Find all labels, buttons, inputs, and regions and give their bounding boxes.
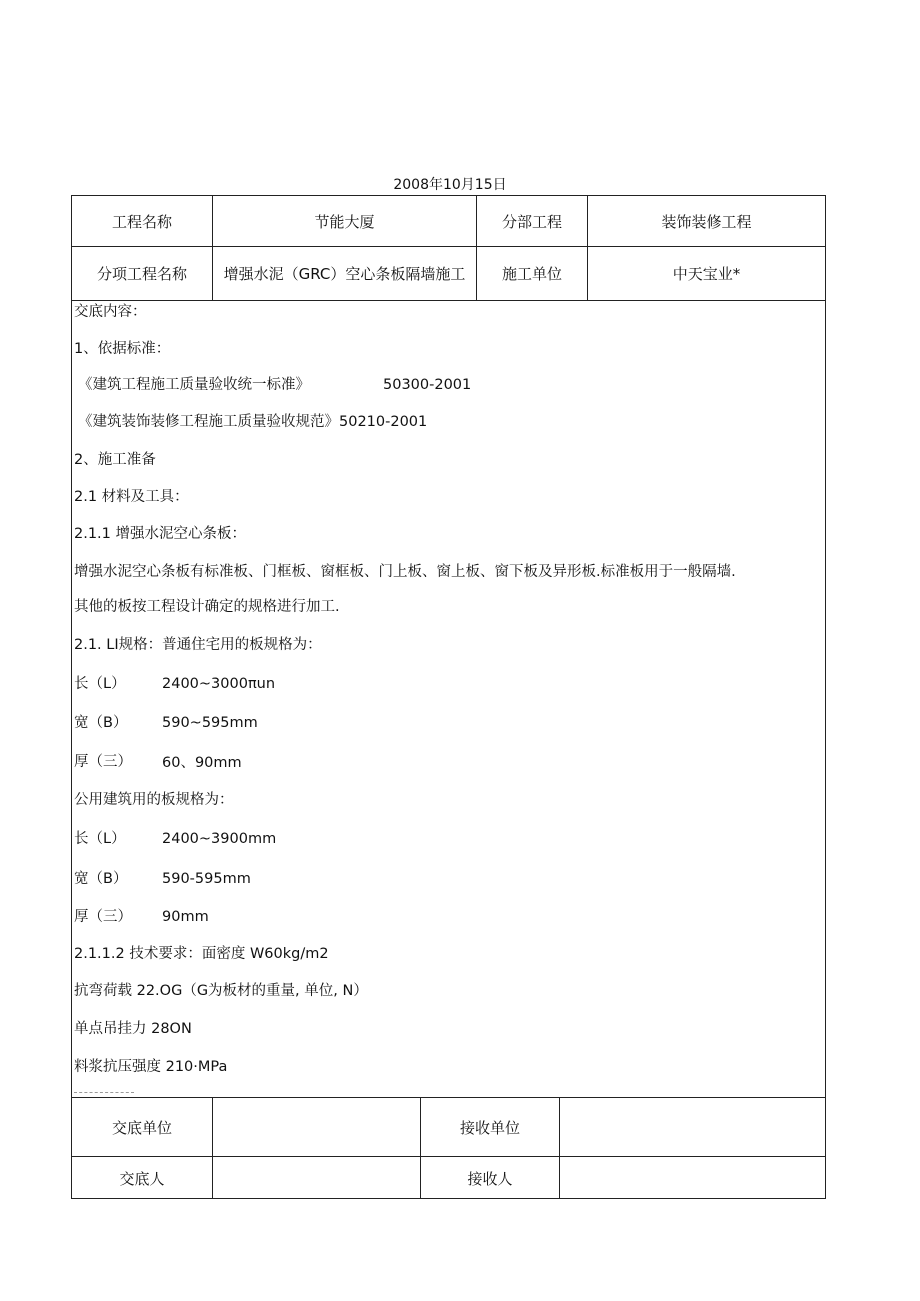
receiving-unit-label: 接收单位 [459,1118,520,1137]
res-length-value: 2400~3000πun [162,676,276,692]
standard-2: 《建筑装饰装修工程施工质量验收规范》50210-2001 [78,414,428,430]
res-thickness-row [74,753,242,771]
issuer-value[interactable] [213,1157,420,1199]
compressive-strength: 料浆抗压强度 210·MPa [74,1059,228,1075]
contractor-value: 中天宝业* [672,265,741,283]
pub-thickness-label: 厚（三） [74,909,132,925]
issuing-unit-label: 交底单位 [111,1118,172,1137]
res-width-label: 宽（B） [74,715,128,731]
project-name-value: 节能大厦 [314,212,375,231]
section-2-1-title: 2.1 材料及工具： [74,489,189,505]
section-2-1-1-title: 2.1.1 增强水泥空心条板： [74,526,247,542]
pub-width-value: 590-595mm [162,871,251,887]
pub-length-label: 长（L） [74,831,126,847]
res-thickness-label: 厚（三） [74,754,132,770]
contractor-label: 施工单位 [501,265,562,283]
paragraph-2: 其他的板按工程设计确定的规格进行加工. [74,599,340,615]
pub-thickness-row [74,908,209,926]
pub-width-row [74,870,251,888]
pub-length-value: 2400~3900mm [162,831,277,847]
section-1-title: 1、依据标准： [74,341,171,357]
issuer-label: 交底人 [119,1169,165,1188]
receiver-value[interactable] [560,1157,825,1199]
subitem-name-value: 增强水泥（GRC）空心条板隔墙施工 [223,265,466,283]
content-heading: 交底内容： [74,304,147,320]
paragraph-1: 增强水泥空心条板有标准板、门框板、窗框板、门上板、窗上板、窗下板及异形板.标准板用于一般隔墙. [74,564,736,580]
issuing-unit-value[interactable] [213,1098,420,1156]
res-width-value: 590~595mm [162,715,258,731]
tech-requirements: 2.1.1.2 技术要求：面密度 W60kg∕m2 [74,946,329,962]
receiving-unit-value[interactable] [560,1098,825,1156]
project-name-label: 工程名称 [111,212,172,231]
spec-title-residential: 2.1. LI规格：普通住宅用的板规格为： [74,637,322,653]
res-thickness-value: 60、90mm [162,755,242,771]
standard-1-name: 《建筑工程施工质量验收统一标准》 [78,377,310,393]
standard-1 [78,376,472,394]
res-length-label: 长（L） [74,676,126,692]
document-date: 2008年10月15日 [393,177,507,193]
hanging-force: 单点吊挂力 28ON [74,1021,192,1037]
subitem-name-label: 分项工程名称 [96,265,187,283]
res-width-row [74,714,258,732]
pub-length-row [74,830,277,848]
pub-width-label: 宽（B） [74,871,128,887]
pub-thickness-value: 90mm [162,909,209,925]
divider-dash [74,1092,134,1093]
standard-1-code: 50300-2001 [383,377,472,393]
division-value: 装饰装修工程 [661,212,752,231]
res-length-row [74,675,276,693]
row-divider [72,300,825,301]
section-2-title: 2、施工准备 [74,452,156,468]
disclosure-form [71,195,826,1199]
bending-load: 抗弯荷载 22.OG（G为板材的重量, 单位, N） [74,983,368,999]
receiver-label: 接收人 [467,1169,513,1188]
spec-title-public: 公用建筑用的板规格为： [74,792,234,808]
division-label: 分部工程 [501,212,562,231]
